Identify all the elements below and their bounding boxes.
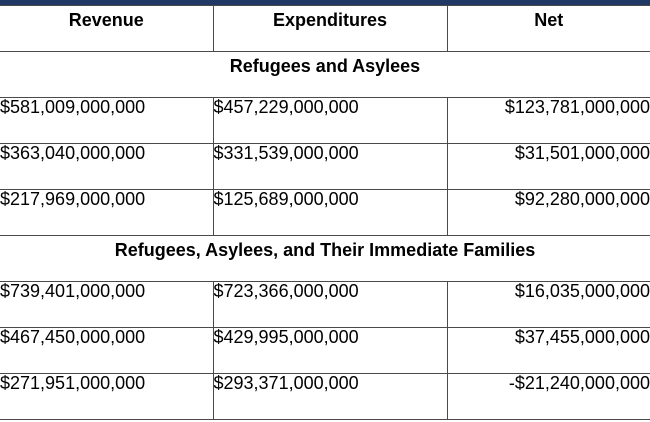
expenditures-cell: $457,229,000,000: [213, 98, 447, 144]
column-header-net: Net: [447, 6, 650, 52]
expenditures-cell: $429,995,000,000: [213, 328, 447, 374]
net-cell: $92,280,000,000: [447, 190, 650, 236]
table-header-row: [0, 6, 650, 52]
expenditures-cell: $723,366,000,000: [213, 282, 447, 328]
revenue-cell: $363,040,000,000: [0, 144, 213, 190]
net-cell: $16,035,000,000: [447, 282, 650, 328]
net-cell: $31,501,000,000: [447, 144, 650, 190]
revenue-cell: $271,951,000,000: [0, 374, 213, 420]
fiscal-impact-table: [0, 5, 650, 420]
expenditures-cell: $125,689,000,000: [213, 190, 447, 236]
revenue-cell: $217,969,000,000: [0, 190, 213, 236]
table-row: [0, 374, 650, 420]
table-row: [0, 282, 650, 328]
section-row-refugees-asylees-families: [0, 236, 650, 282]
section-title: Refugees and Asylees: [0, 52, 650, 98]
expenditures-cell: $293,371,000,000: [213, 374, 447, 420]
table-row: [0, 328, 650, 374]
column-header-expenditures: Expenditures: [213, 6, 447, 52]
revenue-cell: $581,009,000,000: [0, 98, 213, 144]
table-row: [0, 144, 650, 190]
column-header-revenue: Revenue: [0, 6, 213, 52]
table-row: [0, 190, 650, 236]
net-cell: $37,455,000,000: [447, 328, 650, 374]
net-cell: -$21,240,000,000: [447, 374, 650, 420]
revenue-cell: $739,401,000,000: [0, 282, 213, 328]
net-cell: $123,781,000,000: [447, 98, 650, 144]
section-title: Refugees, Asylees, and Their Immediate Families: [0, 236, 650, 282]
section-row-refugees-asylees: [0, 52, 650, 98]
table-row: [0, 98, 650, 144]
expenditures-cell: $331,539,000,000: [213, 144, 447, 190]
revenue-cell: $467,450,000,000: [0, 328, 213, 374]
